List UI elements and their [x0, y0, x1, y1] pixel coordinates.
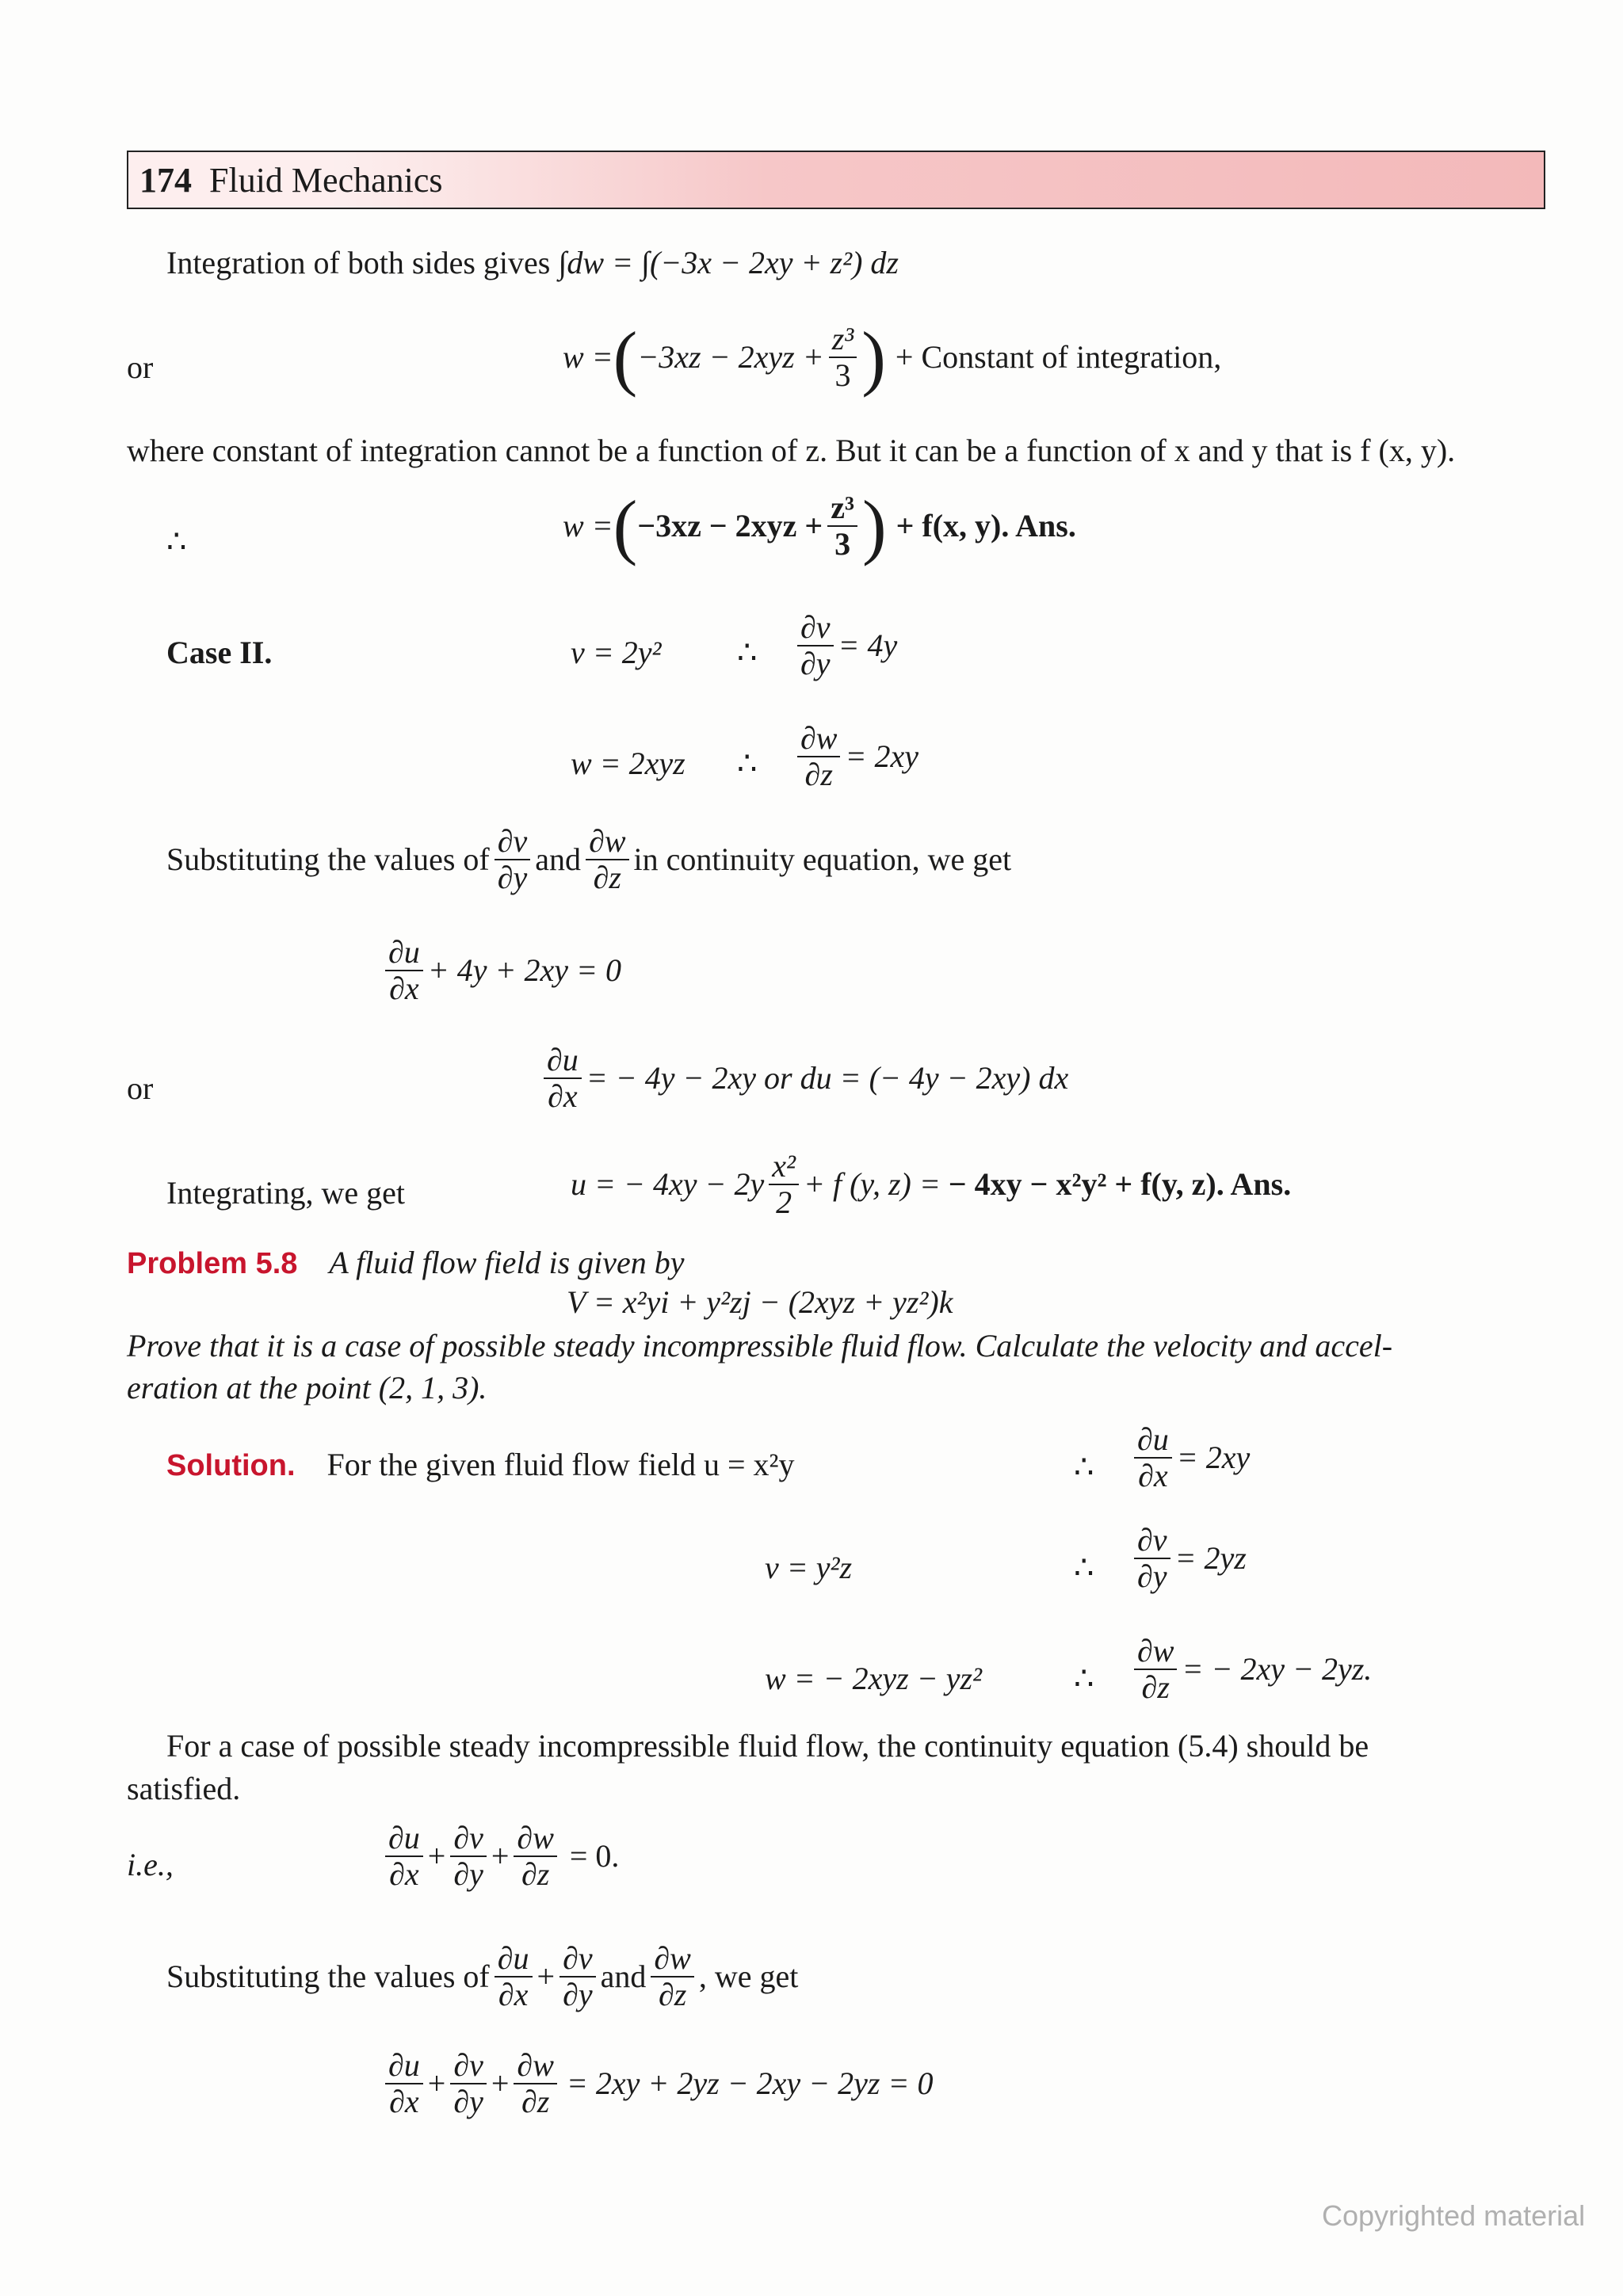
f-dz: ∂z — [521, 2084, 550, 2119]
problem-text: A fluid flow field is given by — [329, 1245, 685, 1280]
dx-2: ∂x — [548, 1078, 578, 1114]
problem-label: Problem 5.8 — [127, 1247, 298, 1280]
s2-dy: ∂y — [563, 1977, 593, 2012]
u-equation — [571, 1149, 1291, 1220]
integration-expr: ∫dw = ∫(−3x − 2xy + z²) dz — [558, 245, 899, 280]
plus-5: + — [491, 2065, 510, 2101]
cs-dy: ∂y — [453, 1856, 483, 1892]
dv: ∂v — [797, 610, 834, 646]
dv-dy-sol-frac — [1134, 1523, 1170, 1594]
cs-dw-dz — [514, 1821, 556, 1892]
dw-dz-sol — [1129, 1634, 1372, 1705]
numerator-bold: z³ — [827, 490, 857, 527]
plus-1: + — [427, 1838, 446, 1874]
cs-du-dx — [385, 1821, 423, 1892]
w-inner: −3xz − 2xyz + — [637, 339, 824, 375]
f-dw: ∂w — [514, 2048, 556, 2084]
prove-line-1: Prove that it is a case of possible steady incompressible fluid flow. Calculate the velocity and accel- — [127, 1328, 1393, 1363]
therefore-1: ∴ — [166, 524, 187, 559]
dv-sol: ∂v — [1134, 1523, 1170, 1559]
f-du-dx — [385, 2048, 423, 2119]
v-sol: v = y²z — [765, 1550, 853, 1585]
constant-note: where constant of integration cannot be a function of z. But it can be a function of x and y that is f (x, y). — [127, 433, 1456, 468]
continuity-eq — [380, 935, 621, 1006]
s2-dv-dy — [559, 1941, 596, 2012]
dv-dy-inline — [495, 824, 531, 895]
f-dv-dy — [450, 2048, 487, 2119]
substitute-line — [166, 824, 1011, 895]
s2-dw-dz — [651, 1941, 693, 2012]
or-label-2: or — [127, 1070, 154, 1106]
cs-dw: ∂w — [514, 1821, 556, 1857]
dv-inline: ∂v — [495, 824, 531, 860]
u-c: − 4xy − x²y² + f(y, z). Ans. — [948, 1166, 1292, 1202]
z3-over-3-bold — [827, 490, 857, 562]
therefore-4: ∴ — [1074, 1449, 1094, 1485]
denominator: 3 — [834, 357, 851, 393]
or-label-1: or — [127, 349, 154, 385]
du-equation — [539, 1043, 1068, 1114]
v-equation: v = 2y² — [571, 635, 662, 670]
w-bold-equation — [563, 486, 1076, 566]
du-dx — [385, 935, 423, 1006]
f-du: ∂u — [385, 2048, 423, 2084]
dz: ∂z — [804, 757, 833, 792]
steady-line-2: satisfied. — [127, 1771, 241, 1806]
paren-close: ) — [861, 317, 886, 398]
z3-over-3 — [829, 322, 857, 393]
subst2-b: , we get — [698, 1958, 799, 1994]
eq-sol-2yz: = 2yz — [1174, 1540, 1247, 1576]
dz-inline: ∂z — [593, 860, 621, 895]
page-header — [127, 151, 1545, 209]
eq-zero: = 0. — [569, 1838, 620, 1874]
du-dx-sol — [1129, 1422, 1250, 1493]
s2-dx: ∂x — [498, 1977, 529, 2012]
dv-dy — [797, 610, 834, 681]
subst-a: Substituting the values of — [166, 841, 490, 877]
dw-sol: ∂w — [1134, 1634, 1177, 1670]
du-dx-sol-frac — [1134, 1422, 1172, 1493]
s2-dv: ∂v — [559, 1941, 596, 1978]
f-dy: ∂y — [453, 2084, 483, 2119]
plus-constant: + Constant of integration, — [895, 339, 1222, 375]
solution-label: Solution. — [166, 1449, 296, 1482]
dv-dy-sol — [1129, 1523, 1247, 1594]
integration-line — [166, 244, 899, 282]
subst-b: in continuity equation, we get — [633, 841, 1012, 877]
header-text — [139, 160, 443, 200]
f-dx: ∂x — [389, 2084, 419, 2119]
dw-dz-sol-frac — [1134, 1634, 1177, 1705]
final-eq-rhs: = 2xy + 2yz − 2xy − 2yz = 0 — [566, 2065, 934, 2101]
denominator-bold: 3 — [834, 526, 851, 562]
u-a: u = − 4xy − 2y — [571, 1166, 765, 1202]
cs-du: ∂u — [385, 1821, 423, 1857]
w-sol: w = − 2xyz − yz² — [765, 1661, 983, 1696]
du: ∂u — [385, 935, 423, 971]
therefore-3: ∴ — [737, 746, 758, 781]
therefore-5: ∴ — [1074, 1550, 1094, 1585]
f-dv: ∂v — [450, 2048, 487, 2084]
dw: ∂w — [797, 721, 840, 757]
numerator: z³ — [829, 322, 857, 358]
two: 2 — [776, 1184, 792, 1220]
s2-dw: ∂w — [651, 1941, 693, 1978]
du-dx-2 — [544, 1043, 582, 1114]
dy-inline: ∂y — [497, 860, 528, 895]
book-title: Fluid Mechanics — [209, 161, 443, 200]
dx-sol: ∂x — [1138, 1458, 1168, 1493]
substitute-line-2 — [166, 1941, 798, 2012]
u-b: + f (y, z) = — [804, 1166, 941, 1202]
paren-open-2: ( — [613, 486, 638, 566]
dy: ∂y — [800, 646, 831, 681]
w-bold-inner: −3xz − 2xyz + — [637, 508, 823, 543]
s2-du-dx — [495, 1941, 533, 2012]
eq-du: = − 4y − 2xy or du = (− 4y − 2xy) dx — [586, 1060, 1069, 1096]
solution-line — [166, 1446, 795, 1485]
paren-open: ( — [613, 317, 638, 398]
s2-du: ∂u — [495, 1941, 533, 1978]
w-2xyz-equation: w = 2xyz — [571, 746, 685, 781]
x2-over-2 — [769, 1149, 799, 1220]
plus-3: + — [537, 1958, 556, 1994]
dv-dy-equation — [792, 610, 897, 681]
integrating-label: Integrating, we get — [166, 1175, 405, 1211]
eq-cont: + 4y + 2xy = 0 — [427, 952, 622, 988]
eq-2xy: = 2xy — [845, 738, 918, 774]
cs-dz: ∂z — [521, 1856, 550, 1892]
dw-dz-equation — [792, 721, 918, 792]
cs-dx: ∂x — [389, 1856, 419, 1892]
page-number: 174 — [139, 161, 192, 200]
subst2-a: Substituting the values of — [166, 1958, 490, 1994]
therefore-2: ∴ — [737, 635, 758, 670]
integration-intro: Integration of both sides gives — [166, 245, 551, 280]
x2: x² — [769, 1149, 799, 1185]
s2-dz: ∂z — [658, 1977, 687, 2012]
dy-sol: ∂y — [1137, 1558, 1167, 1594]
dw-inline: ∂w — [586, 824, 628, 860]
plus-4: + — [427, 2065, 446, 2101]
paren-close-2: ) — [861, 486, 887, 566]
w-equation — [563, 317, 1222, 398]
dx: ∂x — [389, 971, 419, 1006]
w-bold-lhs: w = — [563, 508, 613, 543]
and-2: and — [600, 1958, 647, 1994]
continuity-sum-eq — [380, 1821, 619, 1892]
eq-sol-2xy: = 2xy — [1176, 1440, 1251, 1475]
eq-4y: = 4y — [838, 627, 898, 663]
f-dw-dz — [514, 2048, 556, 2119]
cs-dv: ∂v — [450, 1821, 487, 1857]
du-sol: ∂u — [1134, 1422, 1172, 1459]
dz-sol: ∂z — [1141, 1669, 1170, 1705]
eq-sol-w: = − 2xy − 2yz. — [1182, 1651, 1373, 1687]
problem-velocity-field: V = x²yi + y²zj − (2xyz + yz²)k — [567, 1284, 953, 1320]
du-2: ∂u — [544, 1043, 582, 1079]
problem-line — [127, 1244, 685, 1283]
solution-text: For the given fluid flow field u = x²y — [327, 1447, 795, 1482]
case-ii-label: Case II. — [166, 635, 273, 670]
therefore-6: ∴ — [1074, 1661, 1094, 1696]
ie-label: i.e., — [127, 1847, 174, 1882]
w-bold-tail: + f(x, y). Ans. — [896, 508, 1076, 543]
dw-dz-inline — [586, 824, 628, 895]
final-equation — [380, 2048, 934, 2119]
w-lhs: w = — [563, 339, 613, 375]
and-1: and — [535, 841, 582, 877]
steady-line-1: For a case of possible steady incompressible fluid flow, the continuity equation (5.4) should be — [166, 1728, 1369, 1764]
dw-dz — [797, 721, 840, 792]
copyright-watermark: Copyrighted material — [1322, 2199, 1586, 2232]
plus-2: + — [491, 1838, 510, 1874]
prove-line-2: eration at the point (2, 1, 3). — [127, 1370, 487, 1405]
cs-dv-dy — [450, 1821, 487, 1892]
